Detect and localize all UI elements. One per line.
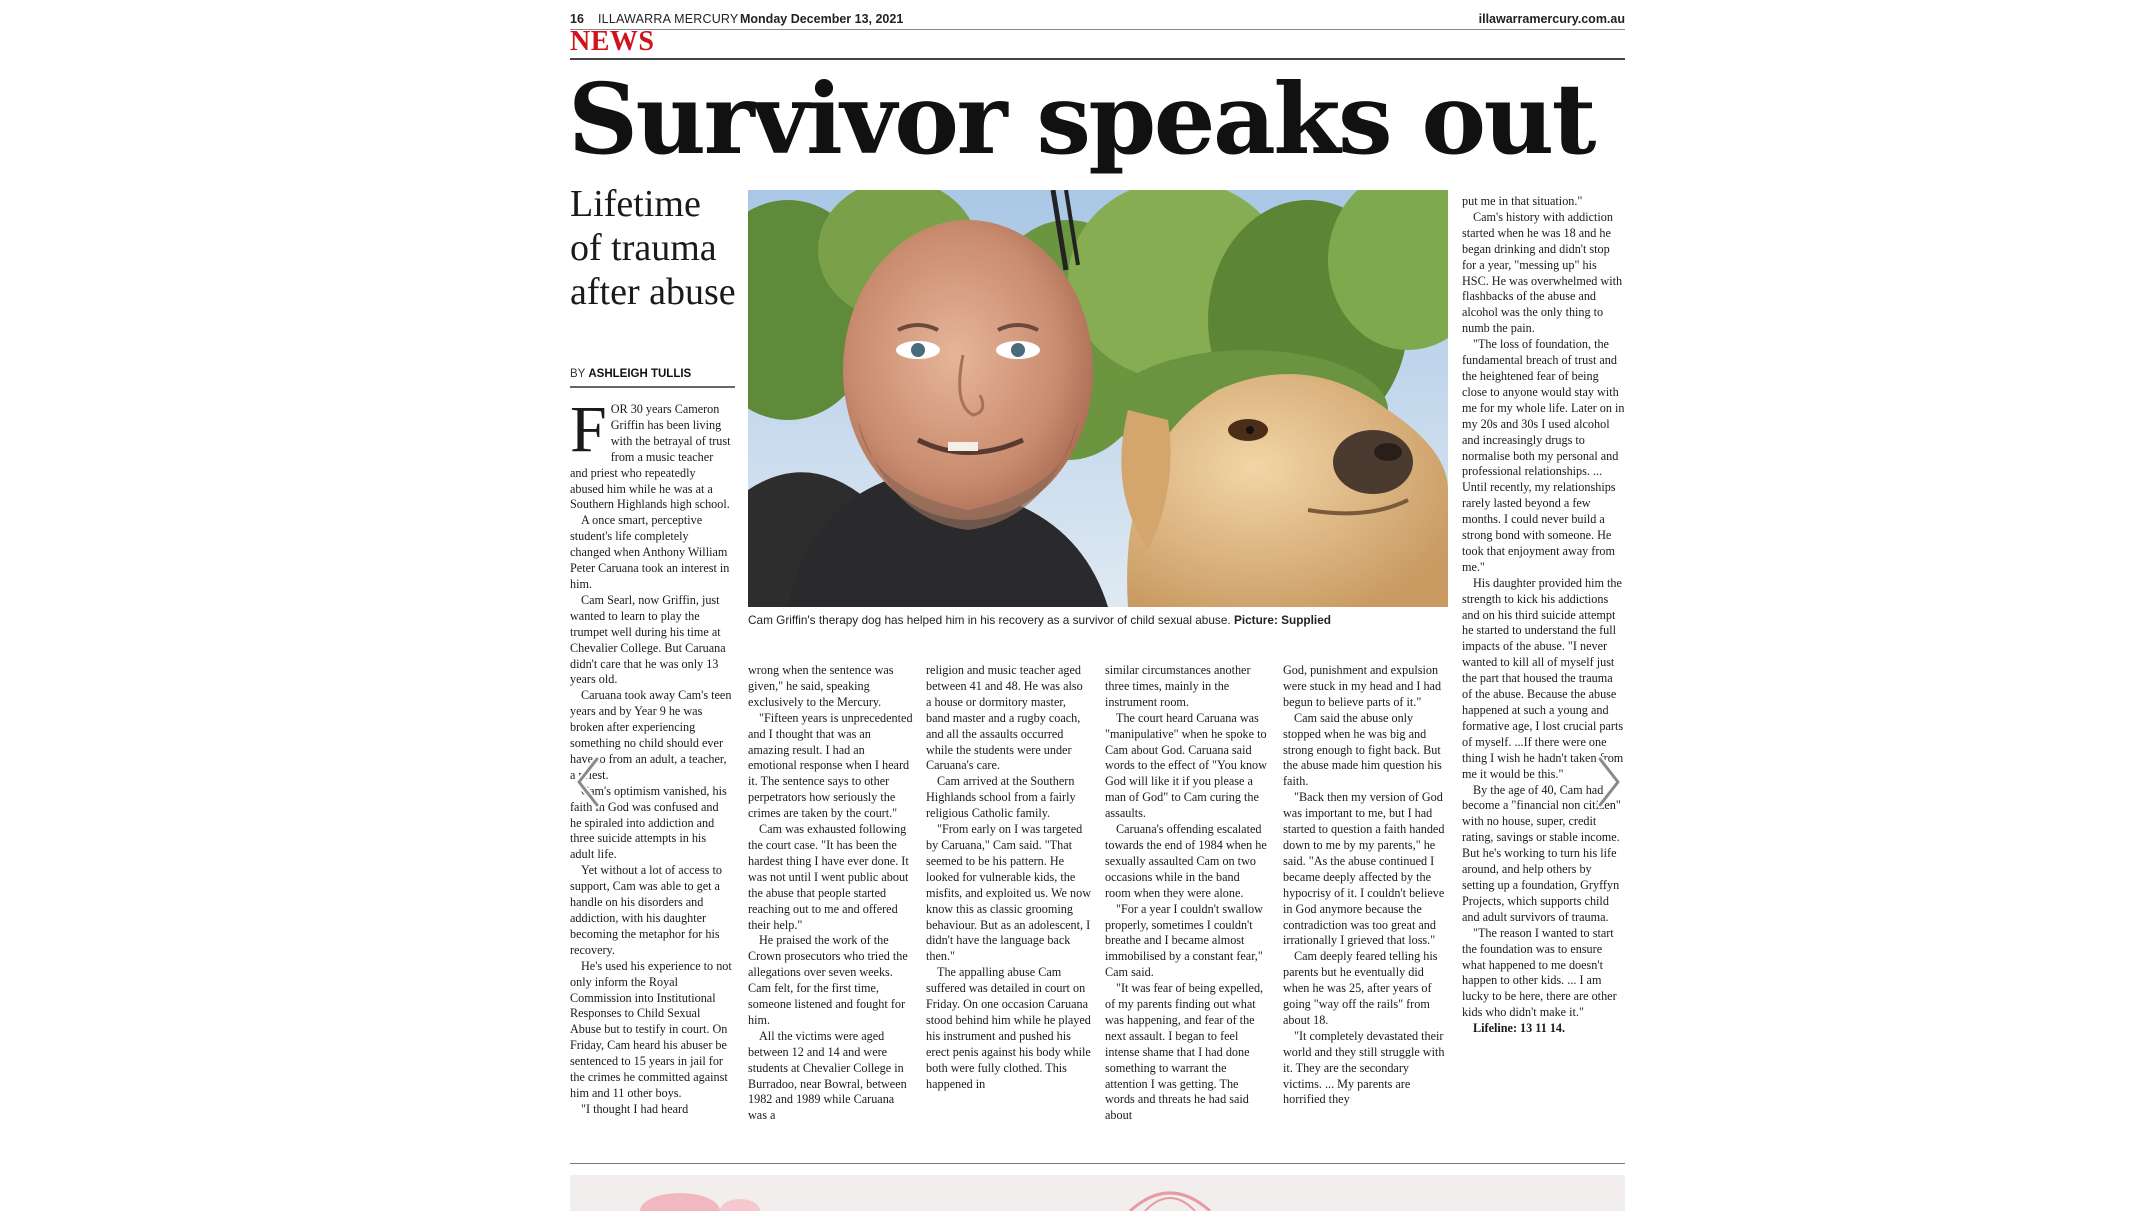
next-article-preview xyxy=(570,1175,1625,1211)
article-paragraph: His daughter provided him the strength to kick his addictions and on his third suicide attempt he started to understand the full impacts of the abuse. "I never wanted to kill all of myself just the part that housed the trauma of the abuse. Because the abuse happened at such a young and formative age, I lost crucial parts of myself. ...If there were one thing I wish he hadn't taken from me it would be this." xyxy=(1462,575,1624,781)
article-paragraph: The appalling abuse Cam suffered was detailed in court on Friday. On one occasion Caruana stood behind him while he played his instrument and pushed his erect penis against his body while both were fully clothed. This happened in xyxy=(926,965,1091,1091)
article-paragraph: Cam's history with addiction started when he was 18 and he began drinking and didn't stop for a year, "messing up" his HSC. He was overwhelmed with flashbacks of the abuse and alcohol was the only thing to numb the pain. xyxy=(1462,209,1623,336)
article-photo xyxy=(748,190,1448,607)
article-paragraph: Cam said the abuse only stopped when he was big and strong enough to fight back. But the abuse made him question his faith. xyxy=(1283,710,1442,789)
byline-rule xyxy=(570,386,735,388)
article-paragraph: "Fifteen years is unprecedented and I thought that was an amazing result. I had an emotional response when I heard it. The sentence says to other perpetrators how seriously the crimes are taken by the court." xyxy=(748,710,913,821)
article-paragraph: By the age of 40, Cam had become a "financial non citizen" with no house, super, credit rating, savings or stable income. But he's working to turn his life around, and help others by setting up a foundation, Gryffyn Projects, which supports child and adult survivors of trauma. xyxy=(1462,782,1621,924)
article-paragraph: He praised the work of the Crown prosecutors who tried the allegations over seven weeks. Cam felt, for the first time, someone listened and fought for him. xyxy=(748,933,908,1027)
drop-cap: F xyxy=(570,402,607,466)
byline xyxy=(570,368,691,380)
article-paragraph: OR 30 years Cameron Griffin has been living with the betrayal of trust from a music teacher and priest who repeatedly abused him while he was at a Southern Highlands high school. xyxy=(570,402,731,512)
article-paragraph: similar circumstances another three times, mainly in the instrument room. xyxy=(1105,663,1251,709)
article-column-2 xyxy=(748,663,913,1163)
issue-date: Monday December 13, 2021 xyxy=(740,12,904,26)
article-column-5 xyxy=(1283,663,1447,1163)
next-page-button[interactable] xyxy=(1591,752,1627,812)
section-label: NEWS xyxy=(570,26,655,57)
article-paragraph: God, punishment and expulsion were stuck in my head and I had begun to believe parts of it." xyxy=(1283,663,1442,709)
article-column-4 xyxy=(1105,663,1268,1163)
article-paragraph: "It completely devastated their world and they still struggle with it. They are the secondary victims. ... My parents are horrified they xyxy=(1283,1028,1445,1107)
masthead-bar xyxy=(570,12,1625,30)
byline-author: ASHLEIGH TULLIS xyxy=(588,368,692,380)
preview-image xyxy=(570,1175,1625,1211)
article-column-3 xyxy=(926,663,1091,1163)
newspaper-page xyxy=(570,0,1625,1211)
website-link[interactable]: illawarramercury.com.au xyxy=(1478,12,1625,26)
article-paragraph: Cam arrived at the Southern Highlands school from a fairly religious Catholic family. xyxy=(926,774,1076,821)
article-paragraph: "I thought I had heard xyxy=(581,1101,689,1116)
photo-man-with-dog xyxy=(748,190,1448,607)
article-paragraph: Cam Searl, now Griffin, just wanted to learn to play the trumpet well during his time at Chevalier College. But Caruana didn't care that he was only 13 years old. xyxy=(570,592,726,687)
article-paragraph: Cam was exhausted following the court case. "It has been the hardest thing I have ever done. It was not until I went public about the abuse that people started reaching out to me and offered their help." xyxy=(748,822,909,932)
subheadline: Lifetime of trauma after abuse xyxy=(570,183,736,313)
article-paragraph: "The reason I wanted to start the foundation was to ensure what happened to me doesn't happen to other kids. ... I am lucky to be here, there are other kids who didn't make it." xyxy=(1462,925,1617,1020)
article-paragraph: Caruana took away Cam's teen years and by Year 9 he was broken after experiencing something no child should ever have to from an adult, a teacher, a priest. xyxy=(570,688,732,782)
article-column-6 xyxy=(1462,194,1625,1162)
article-paragraph: A once smart, perceptive student's life completely changed when Anthony William Peter Caruana took an interest in him. xyxy=(570,513,730,591)
article-paragraph: Yet without a lot of access to support, Cam was able to get a handle on his disorders and addiction, with his daughter becoming the metaphor for his recovery. xyxy=(570,863,722,957)
top-rule xyxy=(570,29,1625,30)
article-paragraph: Cam's optimism vanished, his faith in God was confused and he spiraled into addiction and three suicide attempts in his adult life. xyxy=(570,783,727,862)
article-paragraph: "It was fear of being expelled, of my parents finding out what was happening, and fear of the next assault. I began to feel intense shame that I had done something to warrant the attention I was getting. The words and threats he had said about xyxy=(1105,981,1264,1123)
article-paragraph: put me in that situation." xyxy=(1462,194,1583,208)
section-rule xyxy=(570,58,1625,60)
headline: Survivor speaks out xyxy=(568,62,1594,176)
article-paragraph: "The loss of foundation, the fundamental breach of trust and the heightened fear of being close to anyone would stay with me for my whole life. Later on in my 20s and 30s I used alcohol and increasingly drugs to normalise both my personal and professional relationships. ... Until recently, my relationships rarely lasted beyond a few months. I could never build a strong bond with someone. He took that enjoyment away from me." xyxy=(1462,337,1625,574)
lifeline-info: Lifeline: 13 11 14. xyxy=(1473,1021,1566,1036)
chevron-left-icon xyxy=(573,755,603,809)
article-paragraph: "From early on I was targeted by Caruana," Cam said. "That seemed to be his pattern. He looked for vulnerable kids, the misfits, and exploited us. We now know this as classic grooming behaviour. But as an adolescent, I didn't have the language back then." xyxy=(926,822,1091,964)
article-paragraph: Cam deeply feared telling his parents but he eventually did when he was 25, after years of going "way off the rails" from about 18. xyxy=(1283,949,1438,1027)
article-paragraph: "For a year I couldn't swallow properly, sometimes I couldn't breathe and I became almost immobilised by a constant fear," Cam said. xyxy=(1105,901,1263,980)
article-paragraph: Caruana's offending escalated towards the end of 1984 when he sexually assaulted Cam on two occasions while in the band room when they were alone. xyxy=(1105,822,1267,900)
page-number: 16 xyxy=(570,12,584,26)
photo-caption xyxy=(748,613,1448,627)
prev-page-button[interactable] xyxy=(570,752,606,812)
article-paragraph: wrong when the sentence was given," he said, speaking exclusively to the Mercury. xyxy=(748,663,894,709)
byline-prefix: BY xyxy=(570,368,586,380)
article-paragraph: religion and music teacher aged between 41 and 48. He was also a house or dormitory master, band master and a rugby coach, and all the assaults occurred while the students were under Caruana's care. xyxy=(926,663,1083,773)
article-paragraph: The court heard Caruana was "manipulative" when he spoke to Cam about God. Caruana said words to the effect of "You know God will like it if you please a man of God" to Cam curing the assaults. xyxy=(1105,710,1267,821)
bottom-rule xyxy=(570,1163,1625,1164)
caption-credit: Picture: Supplied xyxy=(1233,613,1331,627)
article-paragraph: All the victims were aged between 12 and 14 and were students at Chevalier College in Burradoo, near Bowral, between 1982 and 1989 while Caruana was a xyxy=(748,1028,907,1123)
article-paragraph: "Back then my version of God was important to me, but I had started to question a faith handed down to me by my parents," he said. "As the abuse continued I became deeply affected by the hypocrisy of it. I couldn't believe in God anymore because the contradiction was too great and irrationally I grieved that loss." xyxy=(1283,790,1445,948)
article-paragraph: He's used his experience to not only inform the Royal Commission into Institutional Responses to Child Sexual Abuse but to testify in court. On Friday, Cam heard his abuser be sentenced to 15 years in jail for the crimes he committed against him and 11 other boys. xyxy=(570,958,732,1100)
caption-text: Cam Griffin's therapy dog has helped him in his recovery as a survivor of child sexual abuse. xyxy=(748,613,1231,627)
chevron-right-icon xyxy=(1594,755,1624,809)
paper-name: ILLAWARRA MERCURY xyxy=(598,12,739,26)
